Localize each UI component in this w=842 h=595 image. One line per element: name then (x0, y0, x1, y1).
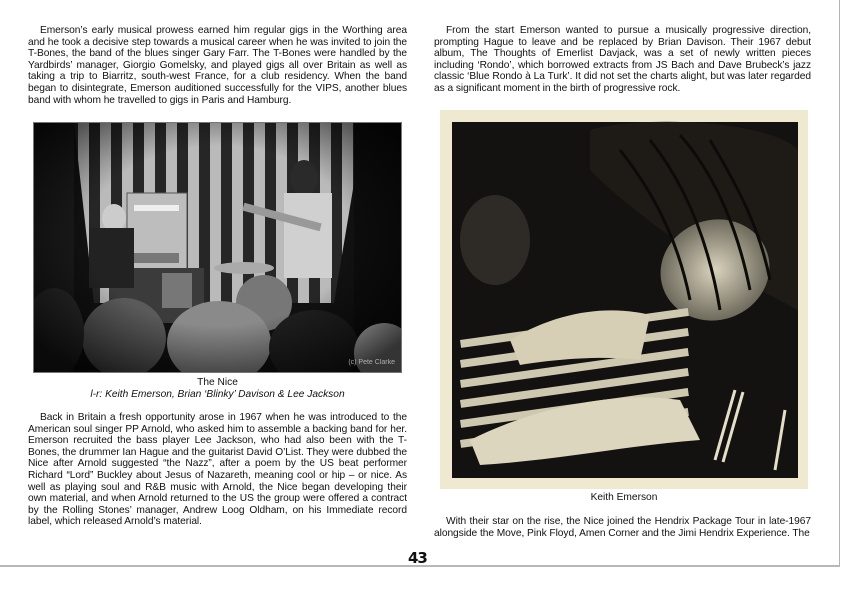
photo-watermark: (c) Pete Clarke (348, 359, 395, 366)
caption-the-nice (33, 377, 402, 401)
left-paragraph-1: Emerson’s early musical prowess earned him regular gigs in the Worthing area and he took a decisive step towards a musical career when he was invited to join the T-Bones, the band of the blues singer Gary Farr. The T-Bones were handled by the Yardbirds’ manager, Giorgio Gomelsky, and played gigs all over Britain as well as taking a trip to Biarritz, south-west France, for a club residency. When the band began to disintegrate, Emerson auditioned successfully for the VIPS, another blues band with whom he travelled to gigs in Paris and Hamburg. (28, 25, 407, 106)
photo-keith-emerson (440, 110, 808, 489)
band-photo-illustration (34, 123, 402, 373)
keith-photo-illustration (440, 110, 808, 489)
caption-subtitle: l-r: Keith Emerson, Brian ‘Blinky’ Davison & Lee Jackson (90, 389, 345, 400)
left-paragraph-2: Back in Britain a fresh opportunity arose in 1967 when he was introduced to the American soul singer PP Arnold, who asked him to assemble a backing band for her. Emerson recruited the bass player Lee Jackson, who had also been with the T-Bones, the drummer Ian Hague and the guitarist David O’List. They were dubbed the Nice after Arnold suggested “the Nazz”, after a poem by the US beat performer Richard “Lord” Buckley about Jesus of Nazareth, meaning cool or hip – or nice. As well as playing soul and R&B music with Arnold, the Nice began developing their own material, and when Arnold returned to the US the group were offered a contract by the Rolling Stones’ manager, Andrew Loog Oldham, on his Immediate record label, which released Arnold’s material. (28, 412, 407, 528)
caption-title: Keith Emerson (590, 492, 658, 503)
caption-title: The Nice (197, 377, 238, 388)
page-number: 43 (408, 549, 427, 567)
photo-the-nice (33, 122, 402, 373)
caption-keith-emerson (440, 492, 808, 504)
right-paragraph-2: With their star on the rise, the Nice joined the Hendrix Package Tour in late-1967 alongside the Move, Pink Floyd, Amen Corner and the Jimi Hendrix Experience. The (434, 516, 811, 539)
right-paragraph-1: From the start Emerson wanted to pursue a musically progressive direction, prompting Hague to leave and be replaced by Brian Davison. Their 1967 debut album, The Thoughts of Emerlist Davjack, was a set of newly written pieces including ‘Rondo’, which borrowed extracts from JS Bach and Dave Brubeck’s jazz classic ‘Blue Rondo à La Turk’. It did not set the charts alight, but was later regarded as a significant moment in the birth of progressive rock. (434, 25, 811, 94)
